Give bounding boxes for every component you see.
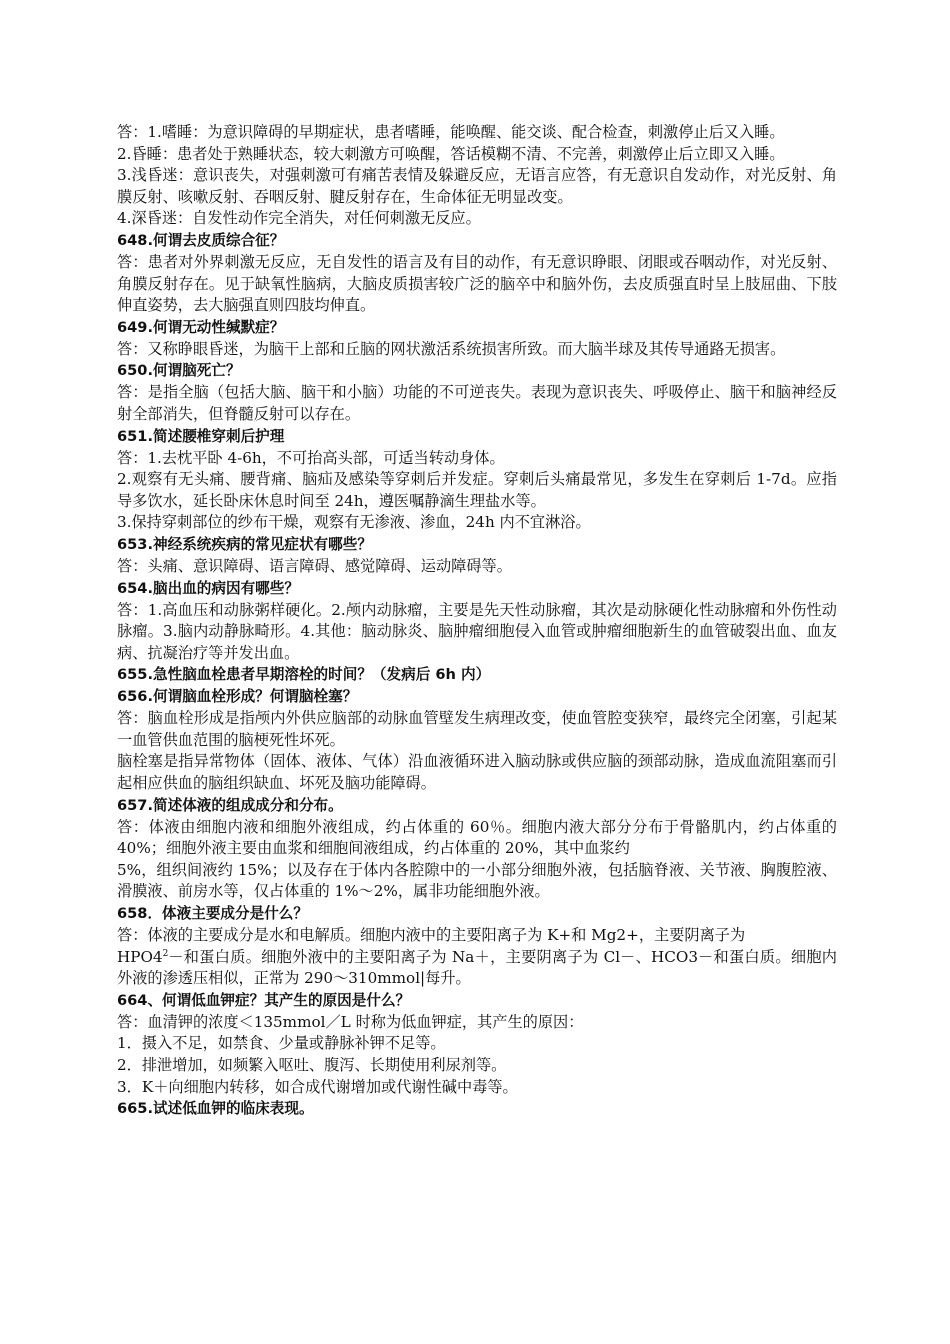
- paragraph: 3.浅昏迷：意识丧失，对强刺激可有痛苦表情及躲避反应，无语言应答，有无意识自发动作，对光反射、角膜反射、咳嗽反射、吞咽反射、腱反射存在，生命体征无明显改变。: [117, 166, 837, 206]
- paragraph: 答：脑血栓形成是指颅内外供应脑部的动脉血管壁发生病理改变，使血管腔变狭窄，最终完全闭塞，引起某一血管供血范围的脑梗死性坏死。: [117, 709, 837, 749]
- paragraph: 答：又称睁眼昏迷，为脑干上部和丘脑的网状激活系统损害所致。而大脑半球及其传导通路无损害。: [117, 339, 786, 358]
- question-heading: 657.简述体液的组成成分和分布。: [117, 796, 343, 814]
- paragraph: 2.观察有无头痛、腰背痛、脑疝及感染等穿刺后并发症。穿刺后头痛最常见，多发生在穿刺后 1-7d。应指导多饮水，延长卧床休息时间至 24h，遵医嘱静滴生理盐水等。: [117, 470, 837, 510]
- paragraph: 答：血清钾的浓度＜135mmol／L 时称为低血钾症，其产生的原因：: [117, 1012, 584, 1031]
- paragraph: [117, 947, 837, 990]
- paragraph: 答：1.嗜睡：为意识障碍的早期症状，患者嗜睡，能唤醒、能交谈、配合检查，刺激停止后又入睡。: [117, 123, 785, 141]
- paragraph: 答：体液的主要成分是水和电解质。细胞内液中的主要阳离子为 K+和 Mg2+，主要阴离子为: [117, 926, 746, 945]
- question-heading: 648.何谓去皮质综合征？: [117, 231, 285, 249]
- paragraph: 答：1.去枕平卧 4-6h，不可抬高头部，可适当转动身体。: [117, 448, 505, 467]
- paragraph: 脑栓塞是指异常物体（固体、液体、气体）沿血液循环进入脑动脉或供应脑的颈部动脉，造成血流阻塞而引起相应供血的脑组织缺血、坏死及脑功能障碍。: [117, 752, 837, 793]
- superscript: 2: [162, 948, 169, 959]
- paragraph: 答：头痛、意识障碍、语言障碍、感觉障碍、运动障碍等。: [117, 556, 512, 575]
- paragraph: 1．摄入不足，如禁食、少量或静脉补钾不足等。: [117, 1034, 446, 1053]
- question-heading: 658．体液主要成分是什么？: [117, 905, 308, 923]
- document-page: [117, 122, 837, 1120]
- question-heading: 665.试述低血钾的临床表现。: [117, 1100, 314, 1118]
- paragraph: 答：体液由细胞内液和细胞外液组成，约占体重的 60％。细胞内液大部分分布于骨骼肌内，约占体重的 40%；细胞外液主要由血浆和细胞间液组成，约占体重的 20%，其中血浆约: [117, 817, 837, 858]
- paragraph-text: －和蛋白质。细胞外液中的主要阳离子为 Na＋，主要阴离子为 Cl－、HCO3－和蛋白质。细胞内外液的渗透压相似，正常为 290～310mmol|每升。: [117, 947, 837, 988]
- paragraph: 5%，组织间液约 15%；以及存在于体内各腔隙中的一小部分细胞外液，包括脑脊液、关节液、胸腹腔液、滑膜液、前房水等，仅占体重的 1%～2%，属非功能细胞外液。: [117, 860, 837, 901]
- question-heading: 664、何谓低血钾症？其产生的原因是什么？: [117, 991, 411, 1009]
- paragraph: 2.昏睡：患者处于熟睡状态，较大刺激方可唤醒，答话模糊不清、不完善，刺激停止后立即又入睡。: [117, 144, 785, 163]
- question-heading: 656.何谓脑血栓形成？何谓脑栓塞？: [117, 688, 358, 706]
- paragraph: 答：1.高血压和动脉粥样硬化。2.颅内动脉瘤，主要是先天性动脉瘤，其次是动脉硬化性动脉瘤和外伤性动脉瘤。3.脑内动静脉畸形。4.其他：脑动脉炎、脑肿瘤细胞侵入血管或肿瘤细胞新生的血管破裂出血、血友病、抗凝治疗等并发出血。: [117, 600, 837, 662]
- question-heading: 654.脑出血的病因有哪些？: [117, 579, 299, 597]
- question-heading: 649.何谓无动性缄默症？: [117, 318, 285, 336]
- paragraph: 答：患者对外界刺激无反应，无自发性的语言及有目的动作，有无意识睁眼、闭眼或吞咽动作，对光反射、角膜反射存在。见于缺氧性脑病，大脑皮质损害较广泛的脑卒中和脑外伤，去皮质强直时呈上肢屈曲、下肢伸直姿势，去大脑强直则四肢均伸直。: [117, 252, 837, 315]
- paragraph: 3.保持穿刺部位的纱布干燥，观察有无渗液、渗血，24h 内不宜淋浴。: [117, 513, 591, 532]
- question-heading: 650.何谓脑死亡？: [117, 362, 241, 380]
- paragraph: 3．K＋向细胞内转移，如合成代谢增加或代谢性碱中毒等。: [117, 1077, 518, 1096]
- question-heading: 655.急性脑血栓患者早期溶栓的时间？（发病后 6h 内）: [117, 666, 491, 684]
- paragraph: 2．排泄增加，如频繁入呕吐、腹泻、长期使用利尿剂等。: [117, 1056, 507, 1074]
- chemical-formula: HPO4: [117, 947, 163, 966]
- paragraph: 答：是指全脑（包括大脑、脑干和小脑）功能的不可逆丧失。表现为意识丧失、呼吸停止、脑干和脑神经反射全部消失，但脊髓反射可以存在。: [117, 383, 837, 423]
- paragraph: 4.深昏迷：自发性动作完全消失，对任何刺激无反应。: [117, 209, 481, 228]
- question-heading: 651.简述腰椎穿刺后护理: [117, 427, 285, 445]
- question-heading: 653.神经系统疾病的常见症状有哪些？: [117, 535, 372, 553]
